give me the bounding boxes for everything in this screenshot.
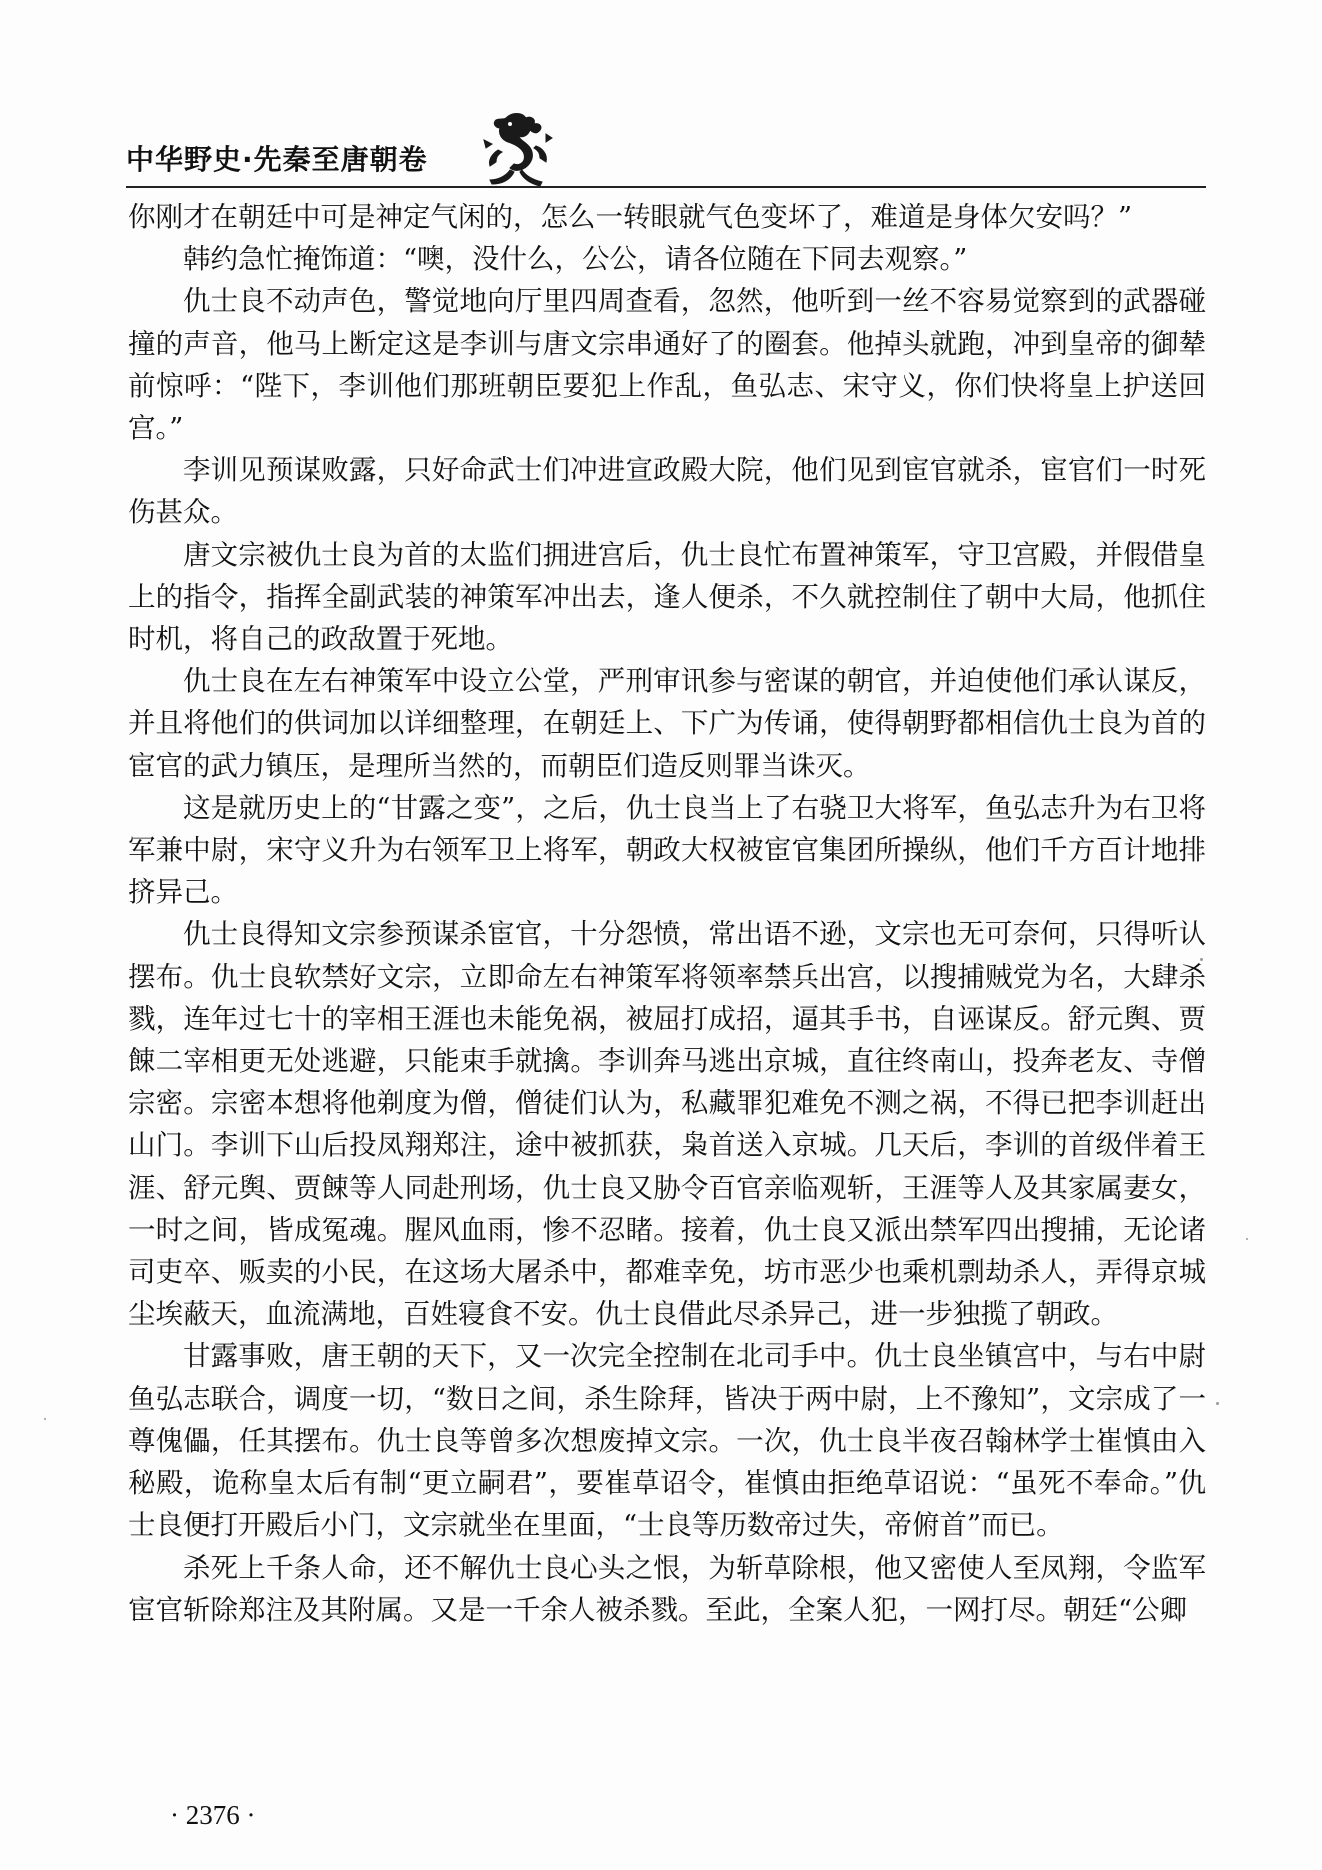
paragraph: 这是就历史上的“甘露之变”，之后，仇士良当上了右骁卫大将军，鱼弘志升为右卫将军兼中尉，宋守义升为右领军卫上将军，朝政大权被宦官集团所操纵，他们千方百计地排挤异己。: [128, 791, 1206, 909]
paragraph: 唐文宗被仇士良为首的太监们拥进宫后，仇士良忙布置神策军，守卫宫殿，并假借皇上的指令，指挥全副武装的神策军冲出去，逢人便杀，不久就控制住了朝中大局，他抓住时机，将自己的政敌置于死地。: [128, 538, 1206, 656]
paragraph: 杀死上千条人命，还不解仇士良心头之恨，为斩草除根，他又密使人至凤翔，令监军宦官斩除郑注及其附属。又是一千余人被杀戮。至此，全案人犯，一网打尽。朝廷“公卿: [128, 1551, 1206, 1626]
scan-speck: [1200, 958, 1203, 961]
book-title: 中华野史·先秦至唐朝卷: [126, 143, 428, 176]
paragraph: 韩约急忙掩饰道：“噢，没什么，公公，请各位随在下同去观察。”: [183, 243, 968, 276]
page-number: · 2376 ·: [170, 1800, 256, 1830]
paragraph: 甘露事败，唐王朝的天下，又一次完全控制在北司手中。仇士良坐镇宫中，与右中尉鱼弘志联合，调度一切，“数日之间，杀生除拜，皆决于两中尉，上不豫知”，文宗成了一尊傀儡，任其摆布。仇士良等曾多次想废掉文宗。一次，仇士良半夜召翰林学士崔慎由入秘殿，诡称皇太后有制“更立嗣君”，要崔草诏令，崔慎由拒绝草诏说：“虽死不奉命。”仇士良便打开殿后小门，文宗就坐在里面，“士良等历数帝过失，帝俯首”而已。: [128, 1340, 1206, 1542]
header-divider: [126, 186, 1206, 188]
paragraph: 仇士良不动声色，警觉地向厅里四周查看，忽然，他听到一丝不容易觉察到的武器碰撞的声音，他马上断定这是李训与唐文宗串通好了的圈套。他掉头就跑，冲到皇帝的御辇前惊呼：“陛下，李训他们那班朝臣要犯上作乱，鱼弘志、宋守义，你们快将皇上护送回宫。”: [128, 285, 1206, 445]
scan-speck: [1246, 1238, 1248, 1240]
paragraph: 李训见预谋败露，只好命武士们冲进宣政殿大院，他们见到宦官就杀，宦官们一时死伤甚众。: [128, 454, 1206, 529]
running-header: [126, 110, 1206, 190]
paragraph: 仇士良得知文宗参预谋杀宦官，十分怨愤，常出语不逊，文宗也无可奈何，只得听认摆布。仇士良软禁好文宗，立即命左右神策军将领率禁兵出宫，以搜捕贼党为名，大肆杀戮，连年过七十的宰相王涯也未能免祸，被屈打成招，逼其手书，自诬谋反。舒元舆、贾餗二宰相更无处逃避，只能束手就擒。李训奔马逃出京城，直往终南山，投奔老友、寺僧宗密。宗密本想将他剃度为僧，僧徒们认为，私藏罪犯难免不测之祸，不得已把李训赶出山门。李训下山后投凤翔郑注，途中被抓获，枭首送入京城。几天后，李训的首级伴着王涯、舒元舆、贾餗等人同赴刑场，仇士良又胁令百官亲临观斩，王涯等人及其家属妻女，一时之间，皆成冤魂。腥风血雨，惨不忍睹。接着，仇士良又派出禁军四出搜捕，无论诸司吏卒、贩卖的小民，在这场大屠杀中，都难幸免，坊市恶少也乘机剽劫杀人，弄得京城尘埃蔽天，血流满地，百姓寝食不安。仇士良借此尽杀异己，进一步独揽了朝政。: [128, 918, 1206, 1331]
paragraph: 仇士良在左右神策军中设立公堂，严刑审讯参与密谋的朝官，并迫使他们承认谋反，并且将他们的供词加以详细整理，在朝廷上、下广为传诵，使得朝野都相信仇士良为首的宦官的武力镇压，是理所当然的，而朝臣们造反则罪当诛灭。: [128, 665, 1206, 782]
dragon-emblem-icon: [476, 110, 558, 190]
scan-speck: [1216, 1402, 1219, 1405]
article-body: [128, 196, 1206, 1631]
scan-speck: [44, 1418, 46, 1420]
paragraph: 你刚才在朝廷中可是神定气闲的，怎么一转眼就气色变坏了，难道是身体欠安吗？”: [128, 201, 1133, 233]
